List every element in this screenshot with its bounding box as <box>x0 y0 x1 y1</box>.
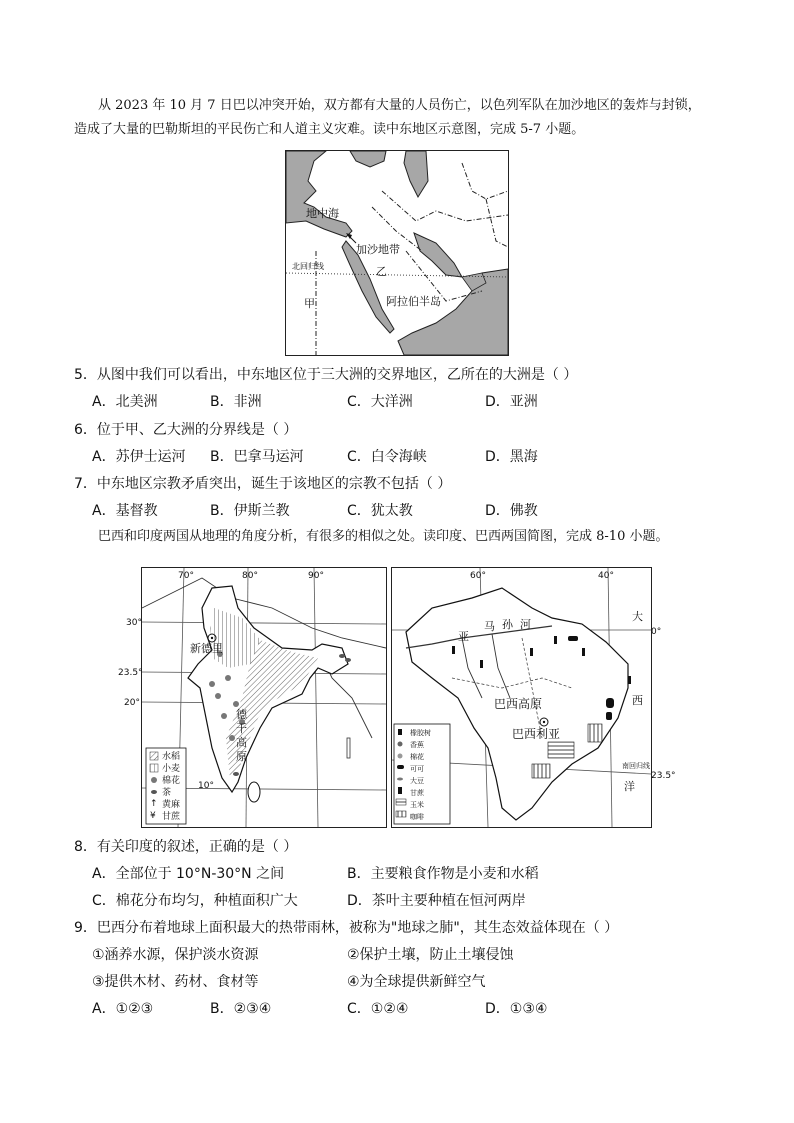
tick-lat-23-5: 23.5° <box>651 771 676 781</box>
question-7-option-c[interactable]: C．犹太教 <box>347 503 413 519</box>
question-6-stem: 6．位于甲、乙大洲的分界线是（ ） <box>74 422 298 438</box>
question-8-stem: 8．有关印度的叙述，正确的是（ ） <box>74 839 298 855</box>
question-9-option-a[interactable]: A．①②③ <box>92 1001 154 1017</box>
question-6-option-d[interactable]: D．黑海 <box>485 449 538 465</box>
legend-soybean: 大豆 <box>410 777 424 785</box>
label-arabian-peninsula: 阿拉伯半岛 <box>386 295 441 308</box>
label-da: 大 <box>632 610 643 623</box>
question-7-option-d[interactable]: D．佛教 <box>485 503 538 519</box>
question-9-item-4: ④为全球提供新鲜空气 <box>347 974 486 990</box>
label-new-delhi: 新德里 <box>190 642 223 655</box>
legend-wheat: 小麦 <box>162 764 181 774</box>
question-5-option-c[interactable]: C．大洋洲 <box>347 394 413 410</box>
label-ya: 亚 <box>458 630 469 643</box>
label-gaza: 加沙地带 <box>356 243 400 256</box>
middle-east-map <box>285 150 509 356</box>
question-9-item-1: ①涵养水源，保护淡水资源 <box>92 947 259 963</box>
tick-lat-30: 30° <box>126 618 142 628</box>
intro-line-2: 造成了大量的巴勒斯坦的平民伤亡和人道主义灾难。读中东地区示意图，完成 5-7 小题。 <box>74 122 585 137</box>
label-deccan-1: 德 <box>236 708 247 721</box>
question-9-option-d[interactable]: D．①③④ <box>485 1001 548 1017</box>
svg-text:¥: ¥ <box>150 811 156 821</box>
label-brazilian-plateau: 巴西高原 <box>494 697 543 711</box>
question-8-option-d[interactable]: D．茶叶主要种植在恒河两岸 <box>347 893 526 909</box>
legend-sugarcane: 甘蔗 <box>162 812 181 822</box>
legend-tea: 茶 <box>162 788 172 798</box>
question-7-stem: 7．中东地区宗教矛盾突出，诞生于该地区的宗教不包括（ ） <box>74 476 452 492</box>
tick-lon-70: 70° <box>178 571 194 581</box>
legend-rice: 水稻 <box>162 752 181 762</box>
question-5-option-a[interactable]: A．北美洲 <box>92 394 158 410</box>
legend-banana: 香蕉 <box>410 741 424 749</box>
tick-lat-20: 20° <box>124 698 140 708</box>
label-he: 河 <box>520 618 531 631</box>
question-9-item-2: ②保护土壤，防止土壤侵蚀 <box>347 947 514 963</box>
legend-rubber: 橡胶树 <box>410 729 431 737</box>
question-9-item-3: ③提供木材、药材、食材等 <box>92 974 259 990</box>
label-yang: 洋 <box>624 780 635 793</box>
question-5-option-b[interactable]: B．非洲 <box>210 394 262 410</box>
label-deccan-3: 高 <box>236 736 247 749</box>
tick-lon-90: 90° <box>308 571 324 581</box>
legend-cotton: 棉花 <box>410 753 424 761</box>
tick-lon-60: 60° <box>470 571 486 581</box>
intro2-line-1: 巴西和印度两国从地理的角度分析，有很多的相似之处。读印度、巴西两国简图，完成 8-10 小题。 <box>98 529 669 544</box>
question-7-option-a[interactable]: A．基督教 <box>92 503 158 519</box>
question-8-option-a[interactable]: A．全部位于 10°N-30°N 之间 <box>92 866 285 882</box>
label-xi: 西 <box>632 694 643 707</box>
label-xun: 孙 <box>502 618 513 631</box>
label-tropic-of-cancer: 北回归线 <box>292 262 324 271</box>
brazil-map <box>391 567 676 828</box>
legend-corn: 玉米 <box>410 801 424 809</box>
tick-lat-0: 0° <box>651 627 662 637</box>
legend-cocoa: 可可 <box>410 765 424 773</box>
question-9-option-b[interactable]: B．②③④ <box>210 1001 272 1017</box>
label-deccan-2: 干 <box>236 722 247 735</box>
tick-lat-10: 10° <box>198 781 214 791</box>
question-6-option-a[interactable]: A．苏伊士运河 <box>92 449 186 465</box>
legend-jute: 黄麻 <box>162 800 181 810</box>
legend-cotton: 棉花 <box>162 776 181 786</box>
question-9-stem: 9．巴西分布着地球上面积最大的热带雨林，被称为"地球之肺"，其生态效益体现在（ ） <box>74 920 619 936</box>
question-9-option-c[interactable]: C．①②④ <box>347 1001 409 1017</box>
svg-text:↑: ↑ <box>150 799 158 809</box>
india-map <box>118 567 387 828</box>
tick-lon-80: 80° <box>242 571 258 581</box>
label-jia: 甲 <box>304 297 315 310</box>
tick-lat-23-5: 23.5° <box>118 668 143 678</box>
question-7-option-b[interactable]: B．伊斯兰教 <box>210 503 290 519</box>
question-8-option-c[interactable]: C．棉花分布均匀，种植面积广大 <box>92 893 298 909</box>
tick-lon-40: 40° <box>598 571 614 581</box>
question-5-stem: 5．从图中我们可以看出，中东地区位于三大洲的交界地区，乙所在的大洲是（ ） <box>74 367 578 383</box>
label-tropic-of-capricorn: 南回归线 <box>622 762 650 770</box>
legend-coffee: 咖啡 <box>410 813 424 821</box>
legend-sugarcane: 甘蔗 <box>410 789 424 797</box>
label-ma: 马 <box>484 620 495 633</box>
question-6-option-c[interactable]: C．白令海峡 <box>347 449 427 465</box>
intro-line-1: 从 2023 年 10 月 7 日巴以冲突开始，双方都有大量的人员伤亡，以色列军队在加沙地区的轰炸与封锁， <box>98 98 701 113</box>
label-brasilia: 巴西利亚 <box>512 727 561 741</box>
label-mediterranean: 地中海 <box>306 207 339 220</box>
question-6-option-b[interactable]: B．巴拿马运河 <box>210 449 304 465</box>
question-8-option-b[interactable]: B．主要粮食作物是小麦和水稻 <box>347 866 539 882</box>
label-deccan-4: 原 <box>236 750 247 763</box>
label-yi: 乙 <box>376 265 387 278</box>
question-5-option-d[interactable]: D．亚洲 <box>485 394 538 410</box>
